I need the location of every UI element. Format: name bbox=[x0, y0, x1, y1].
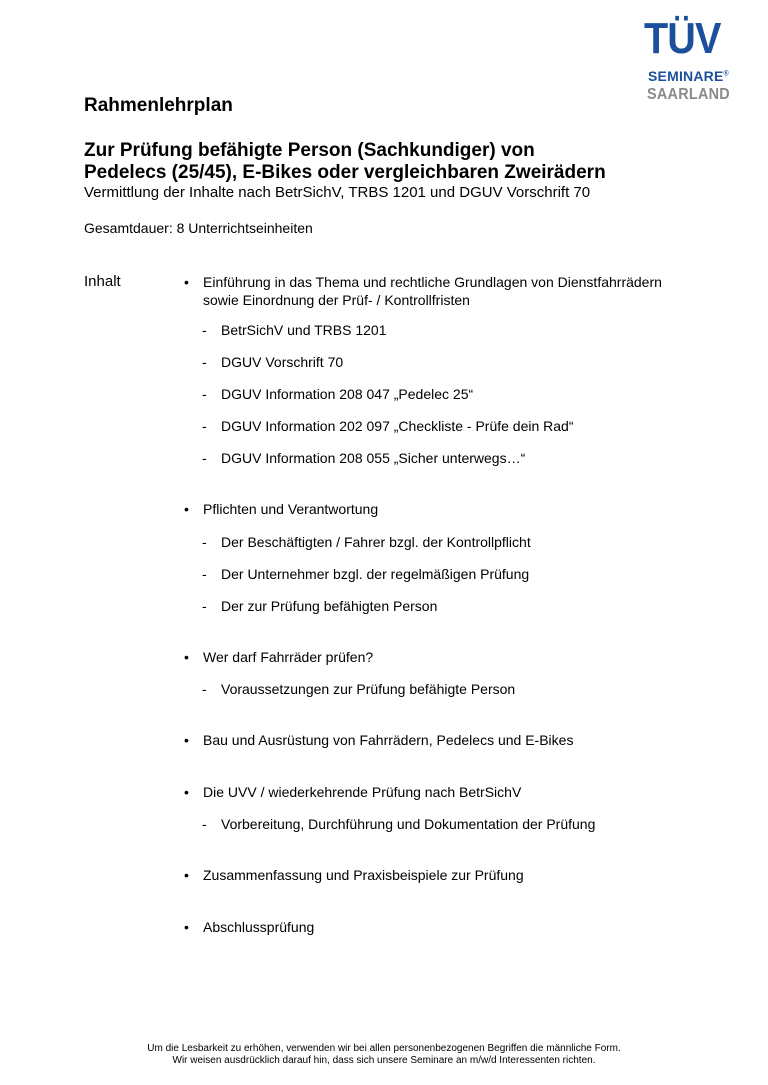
dash-marker: - bbox=[202, 534, 207, 550]
content-label: Inhalt bbox=[84, 273, 121, 290]
subtopic-text: Voraussetzungen zur Prüfung befähigte Person bbox=[221, 681, 516, 697]
bullet-marker: • bbox=[184, 649, 189, 665]
topic-text: Abschlussprüfung bbox=[203, 919, 315, 935]
dash-marker: - bbox=[202, 386, 207, 402]
topic-text: Einführung in das Thema und rechtliche Grundlagen von Dienstfahrrädern sowie Einordnung der Prüf- / Kontrollfristen bbox=[203, 274, 662, 308]
bullet-marker: • bbox=[184, 784, 189, 800]
subtopic-text: DGUV Information 202 097 „Checkliste - Prüfe dein Rad“ bbox=[221, 418, 574, 434]
dash-marker: - bbox=[202, 598, 207, 614]
course-title-line1: Zur Prüfung befähigte Person (Sachkundiger) von bbox=[84, 140, 535, 161]
footer-line1: Um die Lesbarkeit zu erhöhen, verwenden wir bei allen personenbezogenen Begriffen die männliche Form. bbox=[147, 1043, 621, 1054]
subtopic-text: DGUV Information 208 055 „Sicher unterwegs…“ bbox=[221, 450, 526, 466]
bullet-marker: • bbox=[184, 274, 189, 290]
topic-text: Zusammenfassung und Praxisbeispiele zur Prüfung bbox=[203, 867, 524, 883]
bullet-marker: • bbox=[184, 919, 189, 935]
course-subtitle: Vermittlung der Inhalte nach BetrSichV, TRBS 1201 und DGUV Vorschrift 70 bbox=[84, 184, 591, 201]
subtopic-text: BetrSichV und TRBS 1201 bbox=[221, 322, 387, 338]
logo-line1 bbox=[648, 68, 729, 84]
bullet-marker: • bbox=[184, 732, 189, 748]
logo-brand: TÜV bbox=[644, 14, 721, 63]
total-duration: Gesamtdauer: 8 Unterrichtseinheiten bbox=[84, 220, 313, 236]
course-title bbox=[84, 140, 606, 184]
subtopic-text: Der Beschäftigten / Fahrer bzgl. der Kontrollpflicht bbox=[221, 534, 531, 550]
subtopic-text: DGUV Vorschrift 70 bbox=[221, 354, 344, 370]
topic-text: Bau und Ausrüstung von Fahrrädern, Pedelecs und E-Bikes bbox=[203, 732, 574, 748]
footer-note bbox=[0, 1043, 768, 1067]
dash-marker: - bbox=[202, 354, 207, 370]
logo-line2: SAARLAND bbox=[647, 86, 730, 103]
page-heading: Rahmenlehrplan bbox=[84, 95, 233, 116]
tuv-seminare-logo bbox=[640, 14, 730, 112]
bullet-marker: • bbox=[184, 867, 189, 883]
logo-registered-mark: ® bbox=[723, 70, 729, 78]
dash-marker: - bbox=[202, 816, 207, 832]
dash-marker: - bbox=[202, 450, 207, 466]
dash-marker: - bbox=[202, 322, 207, 338]
topic-text: Die UVV / wiederkehrende Prüfung nach BetrSichV bbox=[203, 784, 522, 800]
subtopic-text: DGUV Information 208 047 „Pedelec 25“ bbox=[221, 386, 474, 402]
bullet-marker: • bbox=[184, 501, 189, 517]
subtopic-text: Vorbereitung, Durchführung und Dokumentation der Prüfung bbox=[221, 816, 596, 832]
topic-text: Pflichten und Verantwortung bbox=[203, 501, 379, 517]
logo-line1-text: SEMINARE bbox=[648, 68, 724, 84]
subtopic-text: Der zur Prüfung befähigten Person bbox=[221, 598, 438, 614]
topic-text: Wer darf Fahrräder prüfen? bbox=[203, 649, 374, 665]
dash-marker: - bbox=[202, 418, 207, 434]
dash-marker: - bbox=[202, 566, 207, 582]
subtopic-text: Der Unternehmer bzgl. der regelmäßigen Prüfung bbox=[221, 566, 530, 582]
footer-line2: Wir weisen ausdrücklich darauf hin, dass sich unsere Seminare an m/w/d Interessenten richten. bbox=[172, 1055, 596, 1066]
course-title-line2: Pedelecs (25/45), E-Bikes oder vergleichbaren Zweirädern bbox=[84, 162, 606, 183]
dash-marker: - bbox=[202, 681, 207, 697]
